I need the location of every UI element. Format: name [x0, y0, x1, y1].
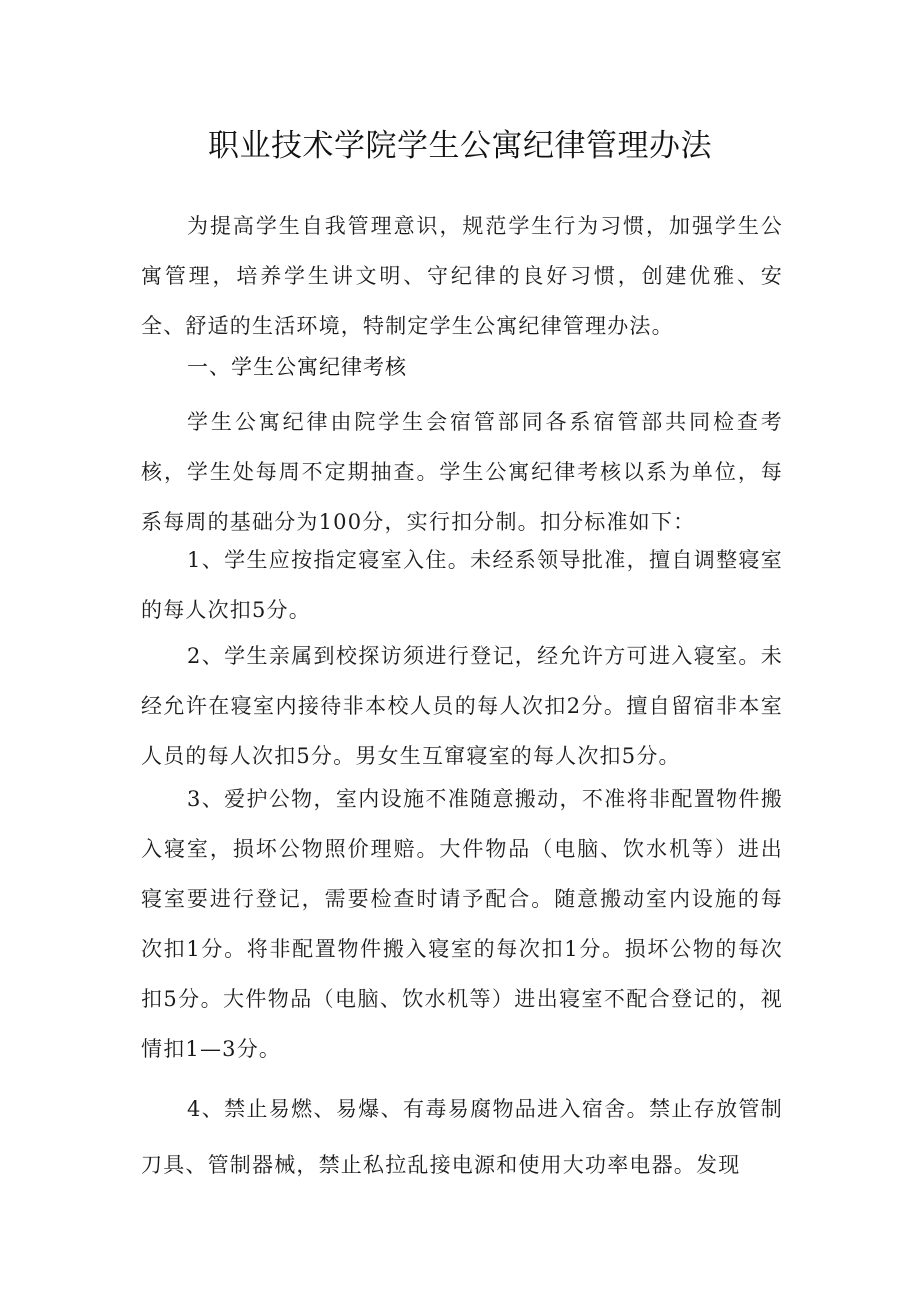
rule-item-2: 2、学生亲属到校探访须进行登记，经允许方可进入寝室。未经允许在寝室内接待非本校人员的每人次扣2分。擅自留宿非本室人员的每人次扣5分。男女生互窜寝室的每人次扣5分。	[141, 644, 783, 768]
document-title: 职业技术学院学生公寓纪律管理办法	[208, 128, 712, 164]
rule-item-4: 4、禁止易燃、易爆、有毒易腐物品进入宿舍。禁止存放管制刀具、管制器械，禁止私拉乱接电源和使用大功率电器。发现	[141, 1097, 783, 1177]
rule-item-1: 1、学生应按指定寝室入住。未经系领导批准，擅自调整寝室的每人次扣5分。	[141, 548, 783, 622]
intro-paragraph: 为提高学生自我管理意识，规范学生行为习惯，加强学生公寓管理，培养学生讲文明、守纪律的良好习惯，创建优雅、安全、舒适的生活环境，特制定学生公寓纪律管理办法。	[141, 214, 783, 338]
rule-item-3: 3、爱护公物，室内设施不准随意搬动，不准将非配置物件搬入寝室，损坏公物照价理赔。大件物品（电脑、饮水机等）进出寝室要进行登记，需要检查时请予配合。随意搬动室内设施的每次扣1分。将非配置物件搬入寝室的每次扣1分。损坏公物的每次扣5分。大件物品（电脑、饮水机等）进出寝室不配合登记的，视情扣1—3分。	[141, 787, 783, 1061]
section-body-paragraph: 学生公寓纪律由院学生会宿管部同各系宿管部共同检查考核，学生处每周不定期抽查。学生公寓纪律考核以系为单位，每系每周的基础分为100分，实行扣分制。扣分标准如下：	[141, 410, 783, 534]
section-heading: 一、学生公寓纪律考核	[187, 355, 407, 379]
